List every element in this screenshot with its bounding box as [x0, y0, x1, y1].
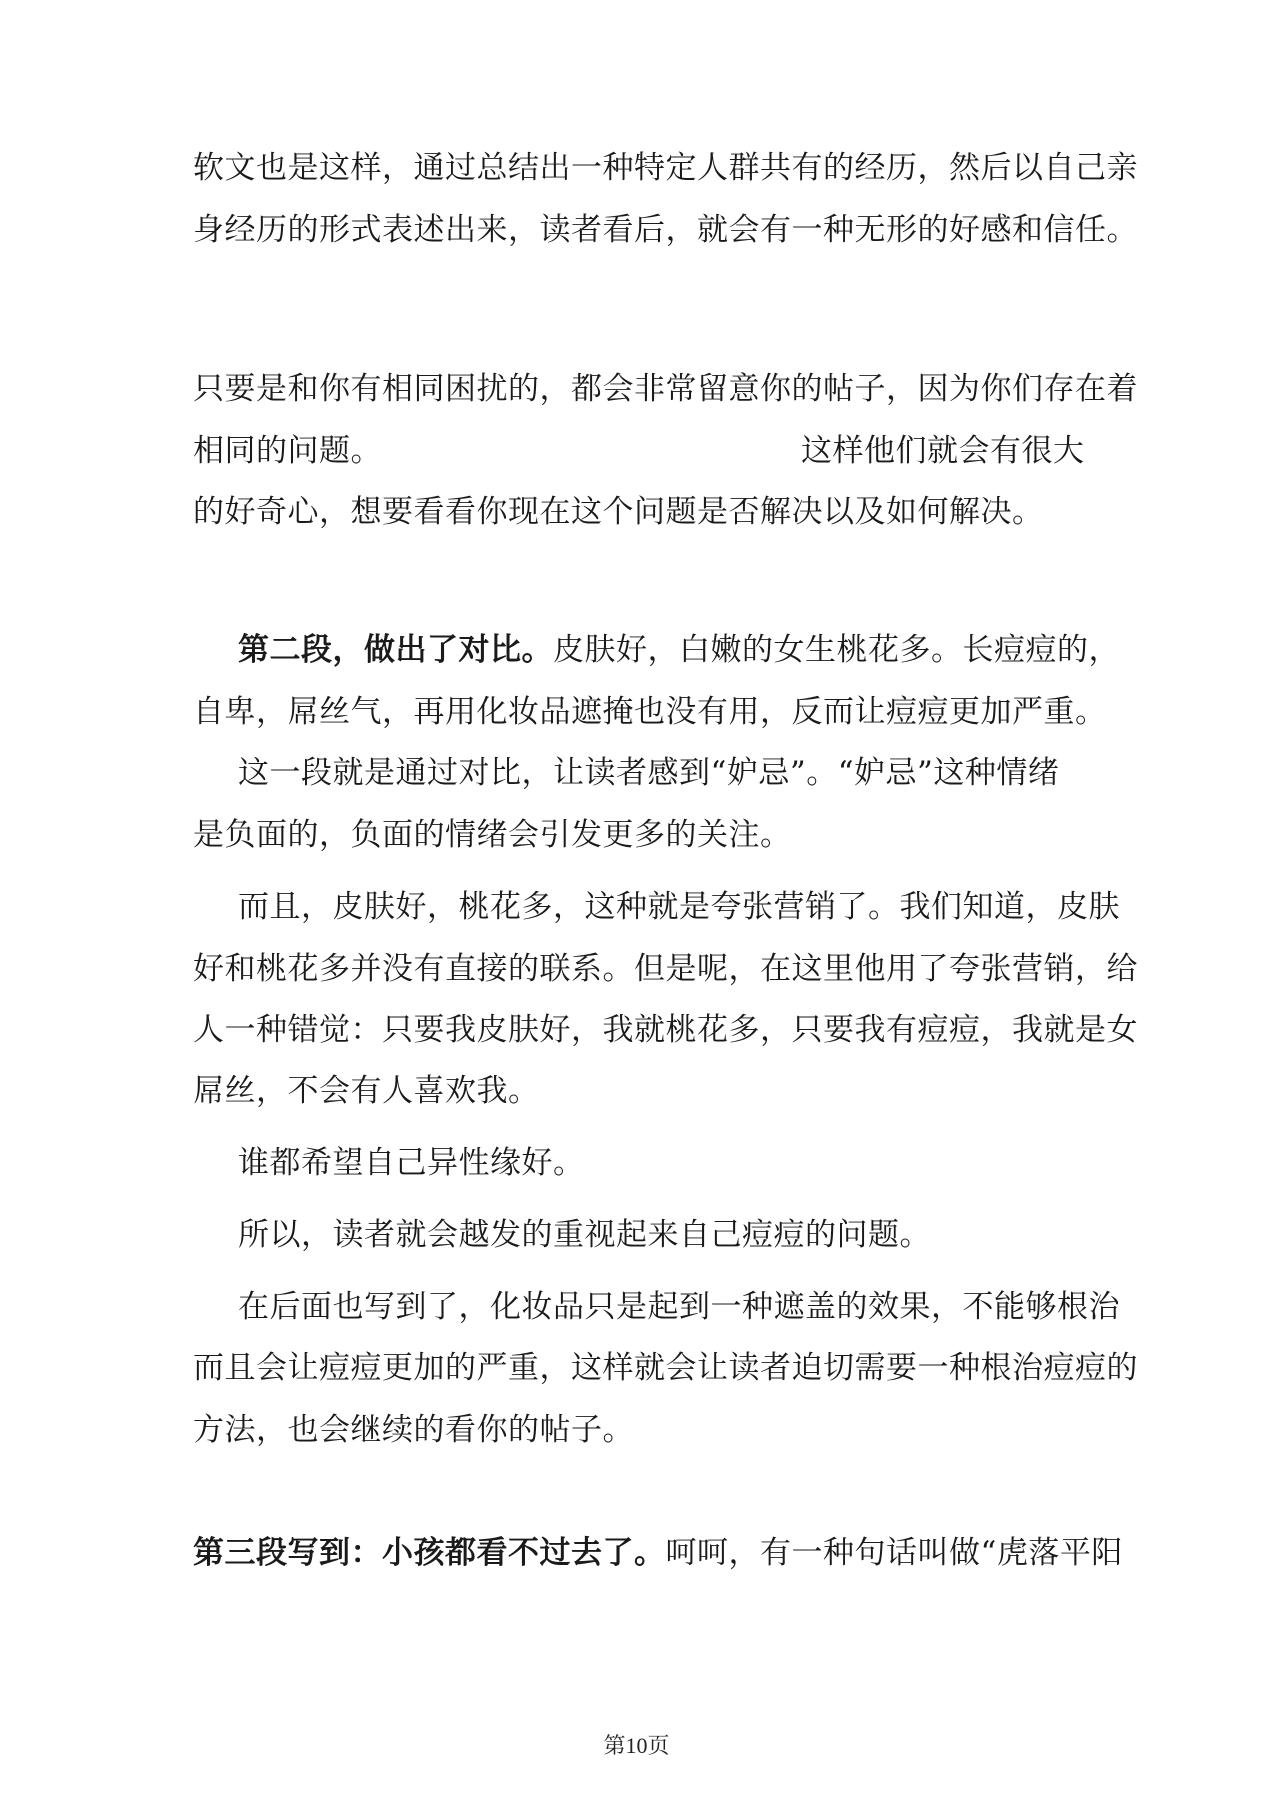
- text-line: 这样他们就会有很大: [801, 433, 1085, 469]
- text-line: [238, 630, 1120, 670]
- text-line: 人一种错觉：只要我皮肤好，我就桃花多，只要我有痘痘，我就是女: [193, 1012, 1138, 1048]
- text-line: 相同的问题。: [193, 433, 382, 469]
- text-line: 是负面的，负面的情绪会引发更多的关注。: [193, 817, 792, 853]
- text-line: 只要是和你有相同困扰的，都会非常留意你的帖子，因为你们存在着: [193, 371, 1138, 407]
- text-line: 谁都希望自己异性缘好。: [238, 1145, 585, 1181]
- text-line: 所以，读者就会越发的重视起来自己痘痘的问题。: [238, 1217, 931, 1253]
- text-line: 方法，也会继续的看你的帖子。: [193, 1412, 634, 1448]
- text-line: 自卑，屌丝气，再用化妆品遮掩也没有用，反而让痘痘更加严重。: [193, 694, 1107, 730]
- line-text: 呵呵，有一种句话叫做“虎落平阳: [665, 1535, 1123, 1571]
- text-line: 身经历的形式表述出来，读者看后，就会有一种无形的好感和信任。: [193, 212, 1138, 248]
- text-line: 屌丝，不会有人喜欢我。: [193, 1073, 540, 1109]
- text-line: 在后面也写到了，化妆品只是起到一种遮盖的效果，不能够根治: [238, 1289, 1120, 1325]
- text-line: [193, 1533, 1123, 1573]
- text-line: 这一段就是通过对比，让读者感到“妒忌”。“妒忌”这种情绪: [238, 755, 1060, 791]
- line-text: 皮肤好，白嫩的女生桃花多。长痘痘的，: [553, 632, 1120, 668]
- text-line: 好和桃花多并没有直接的联系。但是呢，在这里他用了夸张营销，给: [193, 951, 1138, 987]
- page-number: 第10页: [603, 1733, 670, 1758]
- bold-lead: 第三段写到：小孩都看不过去了。: [193, 1535, 666, 1571]
- text-line: 的好奇心，想要看看你现在这个问题是否解决以及如何解决。: [193, 494, 1044, 530]
- text-line: 而且会让痘痘更加的严重，这样就会让读者迫切需要一种根治痘痘的: [193, 1350, 1138, 1386]
- text-line: 而且，皮肤好，桃花多，这种就是夸张营销了。我们知道，皮肤: [238, 889, 1120, 925]
- text-line: 软文也是这样，通过总结出一种特定人群共有的经历，然后以自己亲: [193, 150, 1138, 186]
- bold-lead: 第二段，做出了对比。: [238, 632, 553, 668]
